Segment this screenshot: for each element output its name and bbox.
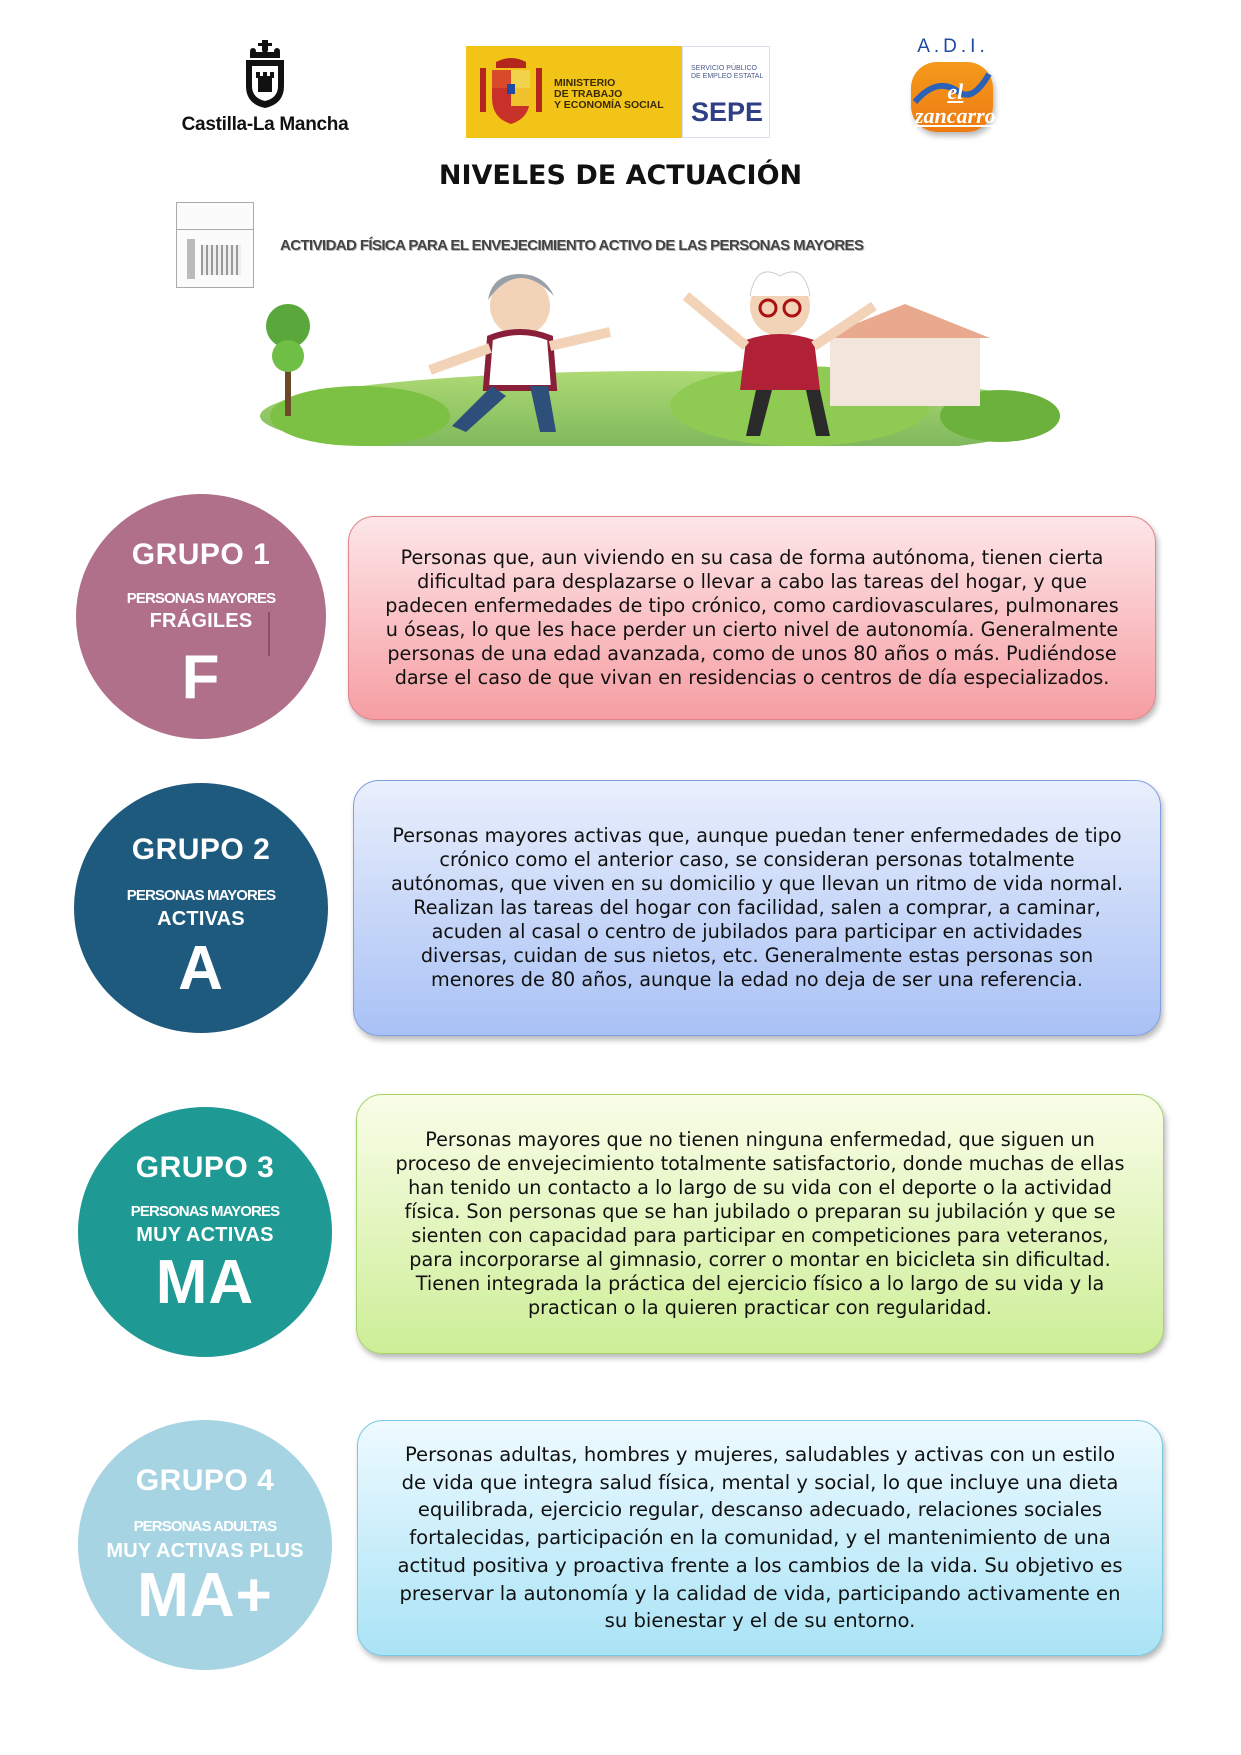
group-2-description: Personas mayores activas que, aunque puedan tener enfermedades de tipo crónico como el anterior caso, se consideran personas totalmente autónomas, que viven en su domicilio y que llevan un ritmo de vida normal. Realizan las tareas del hogar con facilidad, salen a comprar, a caminar, acuden al casal o centro de jubilados para participar en actividades diversas, cuidan de sus nietos, etc. Generalmente estas personas son menores de 80 años, aunque la edad no deja de ser una referencia. [390,824,1124,991]
group-4-title: GRUPO 4 [135,1464,275,1497]
sepe-acronym: SEPE [691,97,764,127]
group-2-description-box [353,780,1161,1036]
group-3-description: Personas mayores que no tienen ninguna enfermedad, que siguen un proceso de envejecimiento totalmente satisfactorio, donde muchas de ellas han tenido un contacto a lo largo de su vida con el deporte o la actividad física. Son personas que se han jubilado o preparan su jubilación y que se sienten con capacidad para participar en competiciones para veteranos, para incorporarse al gimnasio, correr o montar en bicicleta sin dificultad. Tienen integrada la práctica del ejercicio físico a lo largo de su vida y la practican o la quieren practicar con regularidad. [395,1128,1125,1319]
group-1-badge [76,494,326,739]
group-4-line-1: PERSONAS ADULTAS [133,1518,277,1535]
group-2-line-2: ACTIVAS [157,908,245,930]
group-3-badge [78,1107,332,1357]
group-1-line-2: FRÁGILES [149,610,253,632]
crest-icon [238,40,292,110]
group-3-code: MA [155,1248,255,1317]
ministerio-line-3: Y ECONOMÍA SOCIAL [554,99,664,111]
group-4-description: Personas adultas, hombres y mujeres, saludables y activas con un estilo de vida que integra salud física, mental y social, lo que incluye una dieta equilibrada, ejercicio regular, descanso adecuado, relaciones sociales fortalecidas, participación en la comunidad, y el mantenimiento de una actitud positiva y proactiva frente a los cambios de la vida. Su objetivo es preservar la autonomía y la calidad de vida, participando activamente en su bienestar y el de su entorno. [397,1442,1123,1633]
group-4-code: MA+ [137,1561,273,1630]
ministerio-line-1: MINISTERIO [554,77,616,89]
adi-el-zancarro-logo [908,36,998,132]
group-1-divider [268,612,270,656]
group-1-description-box [348,516,1156,720]
group-2-code: A [178,934,224,1003]
group-2-title: GRUPO 2 [131,833,271,866]
zancarro-text: el zancarro [915,79,996,128]
group-4-line-2: MUY ACTIVAS PLUS [106,1540,304,1562]
group-4-description-box [357,1420,1163,1656]
ministerio-line-2: DE TRABAJO [554,88,623,100]
elderly-exercise-illustration [240,266,1060,446]
page-title: NIVELES DE ACTUACIÓN [438,160,803,191]
castilla-la-mancha-logo [180,40,350,150]
group-1-title: GRUPO 1 [131,538,271,571]
group-3-line-2: MUY ACTIVAS [136,1224,274,1246]
group-1-code: F [181,643,221,712]
group-1-line-1: PERSONAS MAYORES [126,590,276,607]
clm-logo-text: Castilla-La Mancha [181,114,349,135]
group-4-badge [78,1420,332,1670]
ministerio-logo [466,46,682,138]
group-3-description-box [356,1094,1164,1354]
group-1-description: Personas que, aun viviendo en su casa de forma autónoma, tienen cierta dificultad para desplazarse o llevar a cabo las tareas del hogar, y que padecen enfermedades de tipo crónico, como cardiovasculares, pulmonares u óseas, lo que les hace perder un cierto nivel de autonomía. Generalmente personas de una edad avanzada, como de unos 80 años o más. Pudiéndose darse el caso de que vivan en residencias o centros de día especializados. [385,546,1119,689]
group-3-title: GRUPO 3 [135,1151,275,1184]
group-2-badge [74,783,328,1033]
sepe-small-line-2: DE EMPLEO ESTATAL [691,73,764,80]
sepe-logo [682,46,770,138]
sepe-small-line-1: SERVICIO PÚBLICO [691,65,758,72]
group-2-line-1: PERSONAS MAYORES [126,887,276,904]
spain-coat-of-arms-icon [480,58,542,126]
group-3-line-1: PERSONAS MAYORES [130,1203,280,1220]
adi-text: A.D.I. [917,36,989,57]
page-subtitle: ACTIVIDAD FÍSICA PARA EL ENVEJECIMIENTO ACTIVO DE LAS PERSONAS MAYORES [280,237,864,254]
